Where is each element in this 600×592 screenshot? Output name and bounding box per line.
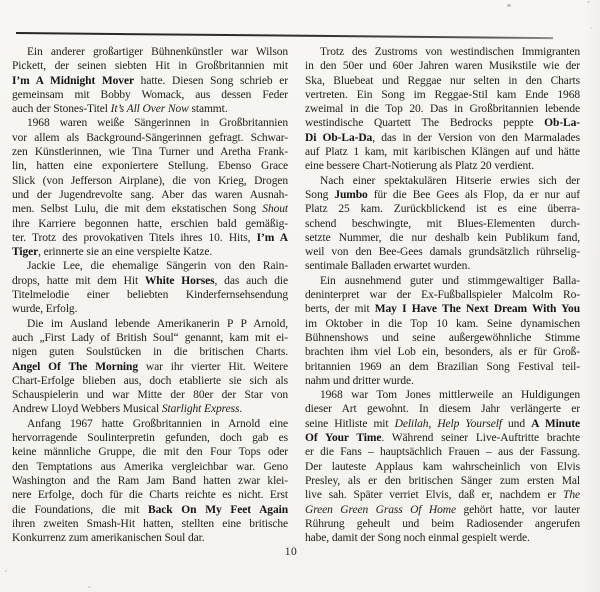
text-segment: keine männliche Gruppe, die mit den Four Tops oder xyxy=(12,446,288,459)
text-segment: vor allem als Background-Sängerinnen gefragt. Schwar- xyxy=(12,131,288,144)
text-column-right xyxy=(305,45,580,545)
text-line xyxy=(12,531,288,545)
dust-speck xyxy=(587,1,590,3)
text-line xyxy=(12,388,288,402)
text-segment: men. Selbst Lulu, die mit dem ekstatischen Song xyxy=(12,203,263,216)
text-segment: Of Your Time xyxy=(305,432,382,445)
text-segment: westindische Quartett The Bedrocks peppte xyxy=(305,117,545,130)
text-segment: sentimale Balladen erwartet wurden. xyxy=(305,260,471,273)
text-segment: ihre Karriere begonnen hatte, erschien bald gemäßig- xyxy=(12,217,288,230)
text-segment: Delilah, Help Yourself xyxy=(394,417,502,430)
text-segment: war ihr vierter Hit. Weitere xyxy=(137,360,288,373)
text-line xyxy=(12,360,288,374)
text-segment: Song xyxy=(305,188,335,201)
text-segment: 1968 waren weiße Sängerinnen in Großbritannien xyxy=(27,117,288,130)
text-segment: Der lauteste Applaus kam wahrscheinlich von Elvis xyxy=(305,460,580,473)
text-segment: , erinnerte sie an eine verspielte Katze. xyxy=(38,246,213,259)
text-segment: Ska, Bluebeat und Reggae nur selten in den Charts xyxy=(305,74,580,87)
text-line xyxy=(305,460,580,474)
text-line xyxy=(305,517,580,531)
text-line xyxy=(12,402,288,416)
text-line xyxy=(305,116,580,130)
text-segment: Die im Ausland lebende Amerikanerin P P Arnold, xyxy=(27,317,288,330)
text-line xyxy=(305,302,580,316)
text-line xyxy=(305,74,580,88)
text-line xyxy=(305,231,580,245)
text-line xyxy=(12,131,288,145)
text-segment: dieser Art gewohnt. In diesem Jahr verlängerte er xyxy=(305,403,580,416)
text-line xyxy=(12,474,288,488)
text-line xyxy=(305,445,580,459)
text-line xyxy=(305,431,580,445)
text-line xyxy=(305,374,580,388)
text-line xyxy=(12,274,288,288)
text-segment: lin, hatten eine exponiertere Stellung. Ebenso Grace xyxy=(12,160,288,173)
text-segment: Anfang 1967 hatte Großbritannien in Arnold eine xyxy=(27,417,288,430)
text-segment: Angel Of The Morning xyxy=(12,360,138,373)
text-segment: Jumbo xyxy=(334,188,368,201)
text-segment: , das in der Version von den Marmalades xyxy=(372,131,580,144)
header-rule xyxy=(16,32,553,39)
dust-speck xyxy=(5,570,7,572)
text-column-left xyxy=(12,45,288,545)
text-segment: deninterpret war der Ex-Fußballspieler Malcolm Ro- xyxy=(305,289,580,302)
text-line xyxy=(305,59,580,73)
text-line xyxy=(305,317,580,331)
text-line xyxy=(305,159,580,173)
text-segment: auf Platz 1 kam, mit karibischen Klängen auf und hätte xyxy=(305,146,580,159)
text-line xyxy=(12,145,288,159)
text-line xyxy=(12,116,288,130)
text-line xyxy=(12,503,288,517)
text-line xyxy=(305,188,580,202)
text-segment: Konkurrenz zum amerikanischen Soul dar. xyxy=(12,532,205,545)
dust-speck xyxy=(590,27,592,29)
text-line xyxy=(305,88,580,102)
text-segment: Bühnenshows und seine außergewöhnliche Stimme xyxy=(305,331,580,344)
text-line xyxy=(12,431,288,445)
text-line xyxy=(12,45,288,59)
text-segment: die Foundations, die mit xyxy=(12,503,149,516)
text-segment: im Oktober in die Top 10 kam. Seine dynamischen xyxy=(305,317,580,330)
text-line xyxy=(12,517,288,531)
text-segment: Starlight Express xyxy=(161,403,240,416)
text-segment: Back On My Feet Again xyxy=(148,503,288,516)
text-segment: 1968 war Tom Jones mittlerweile an Huldigungen xyxy=(320,389,580,402)
text-segment: brachten ihm viel Lob ein, besonders, als er für Groß- xyxy=(305,346,580,359)
text-segment: Ein anderer großartiger Bühnenkünstler war Wilson xyxy=(27,46,288,58)
page-number: 10 xyxy=(284,546,298,558)
text-line xyxy=(305,388,580,402)
text-line xyxy=(305,503,580,517)
text-line xyxy=(305,402,580,416)
text-line xyxy=(305,102,580,116)
text-line xyxy=(12,331,288,345)
text-line xyxy=(12,259,288,273)
text-segment: I’m A Midnight Mover xyxy=(12,74,134,87)
dust-speck xyxy=(507,4,511,7)
text-segment: Jackie Lee, die ehemalige Sängerin von den Rain- xyxy=(27,260,288,273)
text-line xyxy=(305,259,580,273)
text-line xyxy=(12,59,288,73)
text-segment: stammt. xyxy=(188,103,228,116)
text-segment: weil von den Bee-Gees damals grundsätzlich rührselig- xyxy=(305,246,580,259)
text-line xyxy=(305,331,580,345)
text-segment: vertreten. Ein Song im Reggae-Stil kam Ende 1968 xyxy=(305,88,580,101)
text-segment: seine Hitliste mit xyxy=(305,417,395,430)
text-segment: hervorragende Soulinterpretin gefunden, doch gab es xyxy=(12,432,288,445)
text-segment: berts, der mit xyxy=(305,303,375,316)
text-segment: Chart-Erfolge blieben aus, doch etablierte sie sich als xyxy=(12,374,288,387)
text-segment: eine bessere Chart-Notierung als Platz 20 verdient. xyxy=(305,160,534,173)
text-segment: Presley, als er den britischen Sänger zum ersten Mal xyxy=(305,474,580,487)
text-segment: ter. Trotz des provokativen Titels ihres 10. Hits, xyxy=(12,231,257,244)
text-segment: . Während seiner Live-Auftritte brachte xyxy=(381,432,580,445)
text-segment: White Horses xyxy=(144,274,215,287)
text-segment: ihren zweiten Smash-Hit hatten, stellten eine britische xyxy=(12,517,288,530)
text-line xyxy=(305,217,580,231)
text-segment: , das auch die xyxy=(214,274,288,287)
text-segment: Andrew Lloyd Webbers Musical xyxy=(12,403,162,416)
text-line xyxy=(305,274,580,288)
text-segment: nere Erfolge, doch für die Charts reichte es nicht. Erst xyxy=(12,489,288,502)
text-segment: auch der Stones-Titel xyxy=(12,103,111,116)
text-line xyxy=(12,102,288,116)
text-segment: Ob-La- xyxy=(544,117,580,130)
text-segment: schend beschwingte, mit Blues-Elementen durch- xyxy=(305,217,580,230)
text-segment: Trotz des Zustroms von westindischen Immigranten xyxy=(320,46,580,58)
text-line xyxy=(12,88,288,102)
text-segment: Green Green Grass Of Home xyxy=(305,503,456,516)
text-line xyxy=(12,374,288,388)
text-line xyxy=(305,345,580,359)
text-segment: Schauspielerin und war Mitte der 80er der Star von xyxy=(12,389,288,402)
text-line xyxy=(12,345,288,359)
text-line xyxy=(12,417,288,431)
text-segment: I’m A xyxy=(256,231,288,244)
text-segment: Shout xyxy=(262,203,288,216)
text-segment: nahm und dritter wurde. xyxy=(305,374,414,387)
text-segment: zweimal in die Top 20. Das in Großbritannien lebende xyxy=(305,103,580,116)
text-segment: zen Künstlerinnen, wie Tina Turner und Aretha Frank- xyxy=(12,146,288,159)
text-line xyxy=(12,288,288,302)
text-segment: live sah. Später verriet Elvis, daß er, nachdem er xyxy=(305,489,564,502)
text-segment: hatte. Diesen Song schrieb er xyxy=(133,74,288,87)
text-segment: . xyxy=(239,403,243,416)
text-line xyxy=(12,74,288,88)
text-segment: Rührung geheult und beim Radiosender angerufen xyxy=(305,517,580,530)
text-segment: auch „First Lady of British Soul“ genannt, kam mit ei- xyxy=(12,331,288,344)
text-segment: Pickett, der seinen siebten Hit in Großbritannien mit xyxy=(12,60,288,73)
text-segment: habe, damit der Song noch einmal gespielt werde. xyxy=(305,532,530,545)
text-segment: It’s All Over Now xyxy=(110,103,189,116)
text-line xyxy=(305,131,580,145)
text-line xyxy=(12,460,288,474)
text-line xyxy=(12,217,288,231)
text-line xyxy=(305,45,580,59)
dust-speck xyxy=(88,586,91,588)
text-segment: Titelmelodie einer beliebten Kinderfernsehsendung xyxy=(12,289,288,302)
text-segment: May I Have The Next Dream With You xyxy=(374,303,580,316)
text-segment: Platz 25 kam. Zurückblickend ist es eine überra- xyxy=(305,203,580,216)
text-line xyxy=(305,360,580,374)
text-segment: Slick (von Jefferson Airplane), die von Krieg, Drogen xyxy=(12,174,288,187)
text-line xyxy=(12,231,288,245)
text-line xyxy=(12,202,288,216)
text-segment: in den 50er und 60er Jahren waren Musikstile wie der xyxy=(305,60,580,73)
text-line xyxy=(12,188,288,202)
text-line xyxy=(305,474,580,488)
text-segment: setzte Nummer, die nur deshalb kein Publikum fand, xyxy=(305,231,580,244)
text-line xyxy=(12,488,288,502)
text-segment: Di Ob-La-Da xyxy=(305,131,373,144)
text-segment: gehört hatte, vor lauter xyxy=(455,503,580,516)
text-line xyxy=(12,174,288,188)
text-line xyxy=(305,531,580,545)
text-segment: britannien 1969 an dem Brazilian Song Festival teil- xyxy=(305,360,580,373)
text-line xyxy=(305,288,580,302)
text-segment: The xyxy=(563,489,580,502)
scan-edge-shading xyxy=(584,0,600,592)
text-segment: nigen guten Soulstücken in die britischen Charts. xyxy=(12,346,288,359)
text-line xyxy=(12,445,288,459)
text-line xyxy=(12,317,288,331)
text-line xyxy=(305,488,580,502)
text-segment: und xyxy=(501,417,532,430)
text-line xyxy=(12,159,288,173)
text-segment: A Minute xyxy=(531,417,580,430)
text-segment: drops, hatte mit dem Hit xyxy=(12,274,145,287)
text-segment: wurde, Erfolg. xyxy=(12,303,78,316)
text-segment: und der Jugendrevolte sang. Aber das waren Ausnah- xyxy=(12,188,288,201)
text-line xyxy=(12,245,288,259)
text-segment: er die Fans – hauptsächlich Frauen – aus der Fassung. xyxy=(305,446,580,459)
text-line xyxy=(305,174,580,188)
text-line xyxy=(305,145,580,159)
text-segment: gemeinsam mit Bobby Womack, aus dessen Feder xyxy=(12,88,288,101)
text-segment: Tiger xyxy=(12,246,39,259)
text-segment: Washington and the Ram Jam Band hatten zwar klei- xyxy=(12,474,288,487)
text-segment: den Temptations aus Amerika vergleichbar war. Geno xyxy=(12,460,288,473)
text-line xyxy=(305,245,580,259)
text-line xyxy=(305,202,580,216)
text-line xyxy=(12,302,288,316)
text-segment: Ein ausnehmend guter und stimmgewaltiger Balla- xyxy=(320,274,580,287)
text-line xyxy=(305,417,580,431)
text-segment: Nach einer spektakulären Hitserie erwies sich der xyxy=(320,174,580,187)
text-segment: für die Bee Gees als Flop, da er nur auf xyxy=(367,188,580,201)
